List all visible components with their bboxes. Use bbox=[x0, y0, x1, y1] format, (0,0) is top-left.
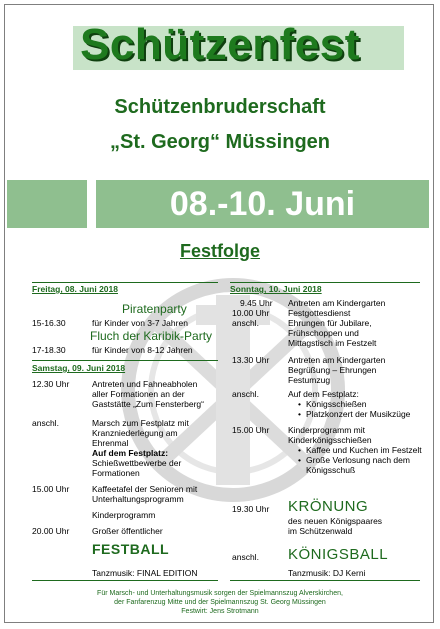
sat-text-2: Marsch zum Festplatz mit Kranzniederlegung am Ehrenmal Auf dem Festplatz: Schießwettbewerbe der Formationen bbox=[92, 418, 189, 478]
sun-text-5: Auf dem Festplatz: • Königsschießen • Platzkonzert der Musikzüge bbox=[288, 389, 410, 419]
sat-text-1: Antreten und Fahneabholen aller Formationen an der Gaststätte „Zum Fensterberg“ bbox=[92, 379, 204, 409]
page-title: Schützenfest bbox=[80, 20, 360, 69]
divider-left-bottom bbox=[32, 580, 218, 581]
friday-event2-time: 17-18.30 bbox=[32, 345, 66, 355]
sun-time-3: anschl. bbox=[232, 318, 259, 328]
date-band-left bbox=[7, 180, 87, 228]
sun-time-1: 9.45 Uhr bbox=[240, 298, 273, 308]
footer-line-3: Festwirt: Jens Strotmann bbox=[181, 608, 259, 615]
saturday-music: Tanzmusik: FINAL EDITION bbox=[92, 568, 198, 578]
sun-text-2: Festgottesdienst bbox=[288, 308, 351, 318]
divider-saturday bbox=[32, 360, 218, 361]
friday-event1-title: Piratenparty bbox=[122, 302, 187, 316]
sat-time-1: 12.30 Uhr bbox=[32, 379, 70, 389]
sat-text-5: Großer öffentlicher bbox=[92, 526, 163, 536]
footer-line-2: der Fanfarenzug Mitte und der Spielmannszug St. Georg Müssingen bbox=[114, 599, 326, 606]
friday-event1-time: 15-16.30 bbox=[32, 318, 66, 328]
divider-right-bottom bbox=[230, 580, 420, 581]
friday-event2-text: für Kinder von 8-12 Jahren bbox=[92, 345, 193, 355]
sat-time-2: anschl. bbox=[32, 418, 59, 428]
sun-text-4: Antreten am Kindergarten Begrüßung – Ehrungen Festumzug bbox=[288, 355, 386, 385]
friday-event1-text: für Kinder von 3-7 Jahren bbox=[92, 318, 188, 328]
sun-text-6: Kinderprogramm mit Kinderkönigsschießen • Kaffee und Kuchen im Festzelt • Große Verlosung nach dem Königsschuß bbox=[288, 425, 426, 475]
sunday-music: Tanzmusik: DJ Kerni bbox=[288, 568, 366, 578]
sat-time-3: 15.00 Uhr bbox=[32, 484, 70, 494]
organization-line-1: Schützenbruderschaft bbox=[114, 96, 326, 118]
friday-heading: Freitag, 08. Juni 2018 bbox=[32, 284, 118, 294]
sun-time-8: anschl. bbox=[232, 552, 259, 562]
friday-event2-title: Fluch der Karibik-Party bbox=[90, 329, 213, 343]
sun-time-2: 10.00 Uhr bbox=[232, 308, 270, 318]
sat-text-3: Kaffeetafel der Senioren mit Unterhaltungsprogramm bbox=[92, 484, 198, 504]
sunday-heading: Sonntag, 10. Juni 2018 bbox=[230, 284, 322, 294]
sun-text-1: Antreten am Kindergarten bbox=[288, 298, 386, 308]
festival-dates: 08.-10. Juni bbox=[169, 185, 356, 223]
sat-time-5: 20.00 Uhr bbox=[32, 526, 70, 536]
sun-time-4: 13.30 Uhr bbox=[232, 355, 270, 365]
kroenung-label: KRÖNUNG bbox=[288, 498, 369, 515]
sun-text-7: des neuen Königspaares im Schützenwald bbox=[288, 516, 383, 536]
sun-time-6: 15.00 Uhr bbox=[232, 425, 270, 435]
footer-line-1: Für Marsch- und Unterhaltungsmusik sorgen der Spielmannszug Alverskirchen, bbox=[97, 590, 343, 597]
sun-time-7: 19.30 Uhr bbox=[232, 504, 270, 514]
divider-friday bbox=[32, 282, 218, 283]
festball-label: FESTBALL bbox=[92, 541, 170, 557]
divider-sunday bbox=[230, 282, 420, 283]
organization-line-2: „St. Georg“ Müssingen bbox=[109, 131, 331, 153]
sun-text-3: Ehrungen für Jubilare, Frühschoppen und Mittagstisch im Festzelt bbox=[288, 318, 377, 348]
sat-text-4: Kinderprogramm bbox=[92, 510, 156, 520]
saturday-heading: Samstag, 09. Juni 2018 bbox=[32, 363, 126, 373]
koenigsball-label: KÖNIGSBALL bbox=[288, 546, 389, 563]
sun-time-5: anschl. bbox=[232, 389, 259, 399]
section-heading: Festfolge bbox=[179, 241, 260, 261]
